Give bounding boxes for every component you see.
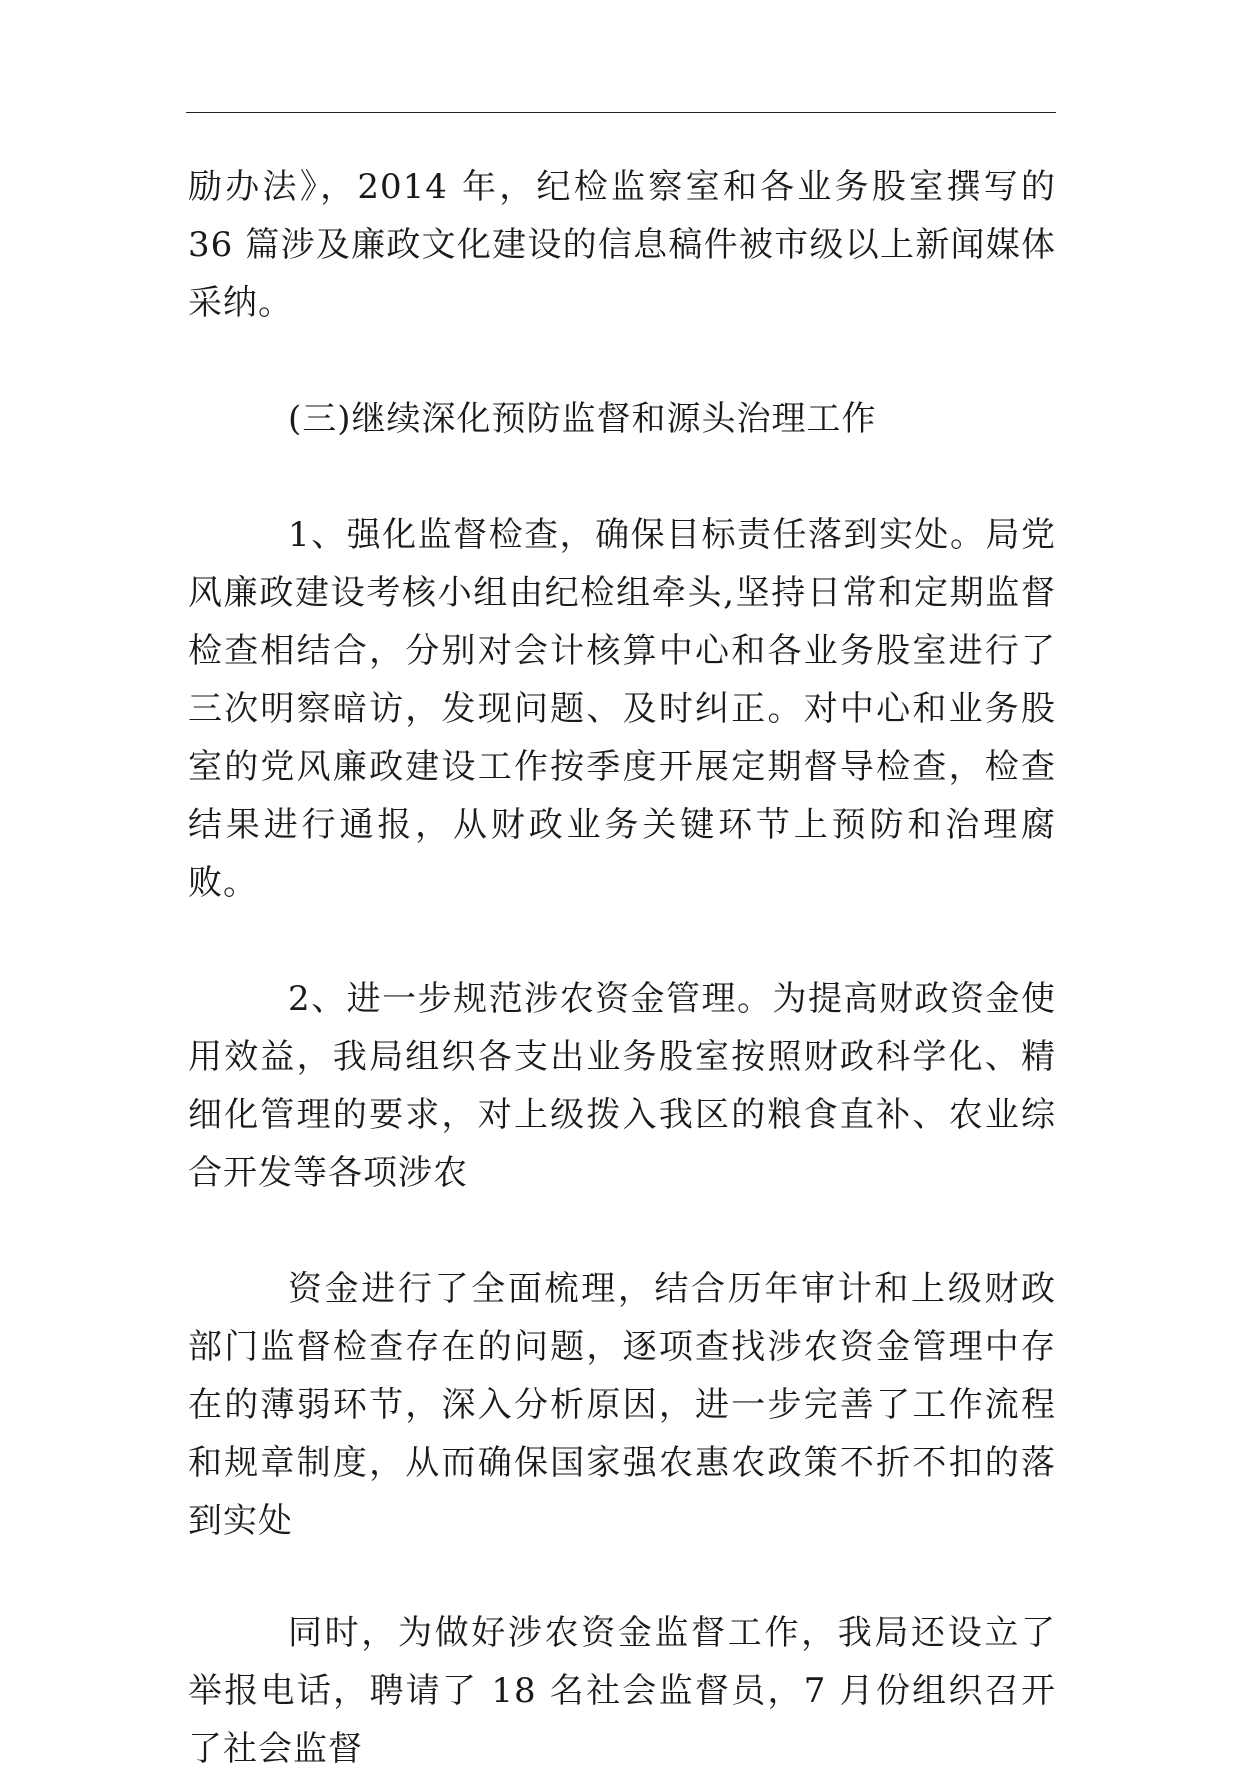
paragraph-continuation: 励办法》，2014 年，纪检监察室和各业务股室撰写的 36 篇涉及廉政文化建设的信息稿件被市级以上新闻媒体采纳。 — [188, 167, 1056, 323]
section-heading: (三)继续深化预防监督和源头治理工作 — [288, 399, 877, 439]
paragraph-supervision: 1、强化监督检查，确保目标责任落到实处。局党风廉政建设考核小组由纪检组牵头,坚持日常和定期监督检查相结合，分别对会计核算中心和各业务股室进行了三次明察暗访，发现问题、及时纠正。对中心和业务股室的党风廉政建设工作按季度开展定期督导检查，检查结果进行通报，从财政业务关键环节上预防和治理腐败。 — [188, 515, 1056, 903]
paragraph-gap — [188, 1550, 1056, 1604]
paragraph-agri-funds: 2、进一步规范涉农资金管理。为提高财政资金使用效益，我局组织各支出业务股室按照财政科学化、精细化管理的要求，对上级拨入我区的粮食直补、农业综合开发等各项涉农 — [188, 979, 1056, 1193]
document-body — [188, 158, 1056, 1778]
paragraph-agri-funds-continued: 资金进行了全面梳理，结合历年审计和上级财政部门监督检查存在的问题，逐项查找涉农资金管理中存在的薄弱环节，深入分析原因，进一步完善了工作流程和规章制度，从而确保国家强农惠农政策不折不扣的落到实处 — [188, 1269, 1056, 1541]
paragraph-gap — [188, 448, 1056, 506]
paragraph-gap — [188, 1202, 1056, 1260]
header-rule — [186, 112, 1056, 113]
paragraph-gap — [188, 332, 1056, 390]
paragraph-reporting-hotline: 同时，为做好涉农资金监督工作，我局还设立了举报电话，聘请了 18 名社会监督员，7 月份组织召开了社会监督 — [188, 1613, 1056, 1769]
paragraph-gap — [188, 912, 1056, 970]
